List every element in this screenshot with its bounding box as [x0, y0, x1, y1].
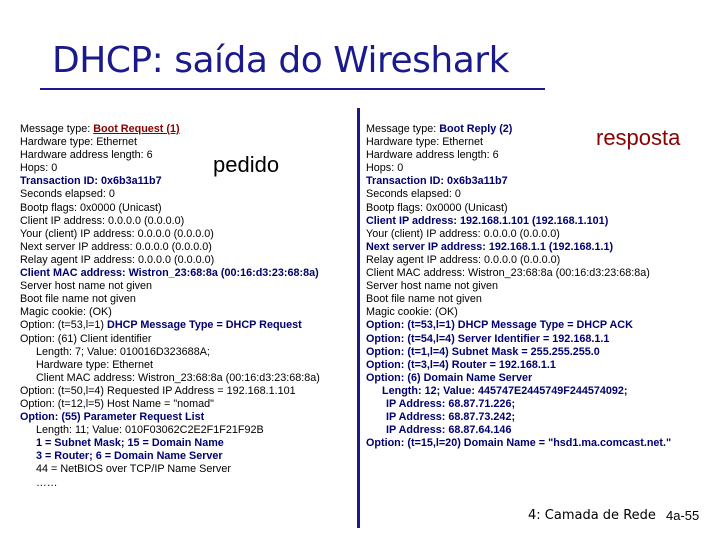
request-line	[20, 319, 358, 332]
request-line: Hardware type: Ethernet	[20, 136, 138, 149]
line-prefix: Message type:	[366, 123, 440, 135]
reply-line: IP Address: 68.87.73.242;	[386, 411, 516, 424]
reply-line: Option: (t=15,l=20) Domain Name = "hsd1.ma.comcast.net."	[366, 437, 672, 450]
request-line: Option: (t=12,l=5) Host Name = "nomad"	[20, 397, 215, 410]
request-line: Option: (55) Parameter Request List	[20, 411, 205, 424]
footer-chapter: 4: Camada de Rede	[528, 508, 656, 523]
reply-line: Option: (t=1,l=4) Subnet Mask = 255.255.255.0	[366, 345, 600, 358]
request-line: Hops: 0	[20, 162, 58, 175]
request-line: Relay agent IP address: 0.0.0.0 (0.0.0.0)	[20, 253, 215, 266]
pedido-label: pedido	[213, 152, 280, 177]
reply-line: Relay agent IP address: 0.0.0.0 (0.0.0.0)	[366, 253, 561, 266]
reply-line: Magic cookie: (OK)	[366, 306, 458, 319]
request-line: Option: (61) Client identifier	[20, 332, 152, 345]
request-line: Next server IP address: 0.0.0.0 (0.0.0.0)	[20, 240, 212, 253]
reply-line: Server host name not given	[366, 280, 499, 293]
request-line: 3 = Router; 6 = Domain Name Server	[36, 450, 223, 463]
request-line: Server host name not given	[20, 280, 153, 293]
request-line: Client MAC address: Wistron_23:68:8a (00:16:d3:23:68:8a)	[36, 371, 320, 384]
request-line: Magic cookie: (OK)	[20, 306, 112, 319]
reply-line: Boot file name not given	[366, 293, 482, 306]
reply-line: Next server IP address: 192.168.1.1 (192.168.1.1)	[366, 240, 614, 253]
request-line: Your (client) IP address: 0.0.0.0 (0.0.0.0)	[20, 227, 214, 240]
dhcp-message-type: DHCP Message Type = DHCP Request	[107, 319, 302, 332]
resposta-label: resposta	[596, 125, 681, 150]
reply-line: Length: 12; Value: 445747E2445749F244574092;	[382, 384, 628, 397]
request-line: Transaction ID: 0x6b3a11b7	[20, 175, 162, 188]
reply-line: Your (client) IP address: 0.0.0.0 (0.0.0.0)	[366, 227, 560, 240]
request-line: 1 = Subnet Mask; 15 = Domain Name	[36, 437, 224, 450]
request-line: Length: 7; Value: 010016D323688A;	[36, 345, 210, 358]
reply-line: Hardware type: Ethernet	[366, 136, 484, 149]
request-line: Hardware address length: 6	[20, 149, 153, 162]
reply-line: Client IP address: 192.168.1.101 (192.168.1.101)	[366, 214, 609, 227]
footer-page-number: 4a-55	[666, 508, 700, 523]
request-line: ……	[36, 476, 58, 489]
title-underline	[40, 88, 545, 90]
line-prefix: Option: (t=53,l=1)	[20, 319, 108, 332]
request-line: Client MAC address: Wistron_23:68:8a (00:16:d3:23:68:8a)	[20, 267, 319, 280]
reply-line: Hops: 0	[366, 162, 404, 175]
reply-line: IP Address: 68.87.71.226;	[386, 397, 516, 410]
reply-line: Seconds elapsed: 0	[366, 188, 461, 201]
reply-line: Transaction ID: 0x6b3a11b7	[366, 175, 508, 188]
request-line: Option: (t=50,l=4) Requested IP Address = 192.168.1.101	[20, 384, 296, 397]
reply-line: Option: (t=3,l=4) Router = 192.168.1.1	[366, 358, 556, 371]
reply-line: Client MAC address: Wistron_23:68:8a (00:16:d3:23:68:8a)	[366, 267, 650, 280]
request-line: Seconds elapsed: 0	[20, 188, 115, 201]
reply-line: Hardware address length: 6	[366, 149, 499, 162]
dhcp-request-output	[20, 123, 358, 490]
reply-line: Option: (t=53,l=1) DHCP Message Type = DHCP ACK	[366, 319, 633, 332]
reply-line: Bootp flags: 0x0000 (Unicast)	[366, 201, 508, 214]
reply-line: IP Address: 68.87.64.146	[386, 424, 512, 437]
reply-line	[366, 123, 712, 136]
request-line: Boot file name not given	[20, 293, 136, 306]
slide-title: DHCP: saída do Wireshark	[52, 40, 509, 81]
request-line: Length: 11; Value: 010F03062C2E2F1F21F92B	[36, 424, 264, 437]
dhcp-reply-output	[366, 123, 712, 450]
message-type-value: Boot Request (1)	[93, 123, 180, 135]
request-line: 44 = NetBIOS over TCP/IP Name Server	[36, 463, 231, 476]
request-line	[20, 123, 358, 136]
request-line: Client IP address: 0.0.0.0 (0.0.0.0)	[20, 214, 185, 227]
reply-line: Option: (t=54,l=4) Server Identifier = 192.168.1.1	[366, 332, 610, 345]
line-prefix: Message type:	[20, 123, 94, 135]
reply-line: Option: (6) Domain Name Server	[366, 371, 533, 384]
message-type-value: Boot Reply (2)	[439, 123, 513, 135]
request-line: Bootp flags: 0x0000 (Unicast)	[20, 201, 162, 214]
request-line: Hardware type: Ethernet	[36, 358, 154, 371]
